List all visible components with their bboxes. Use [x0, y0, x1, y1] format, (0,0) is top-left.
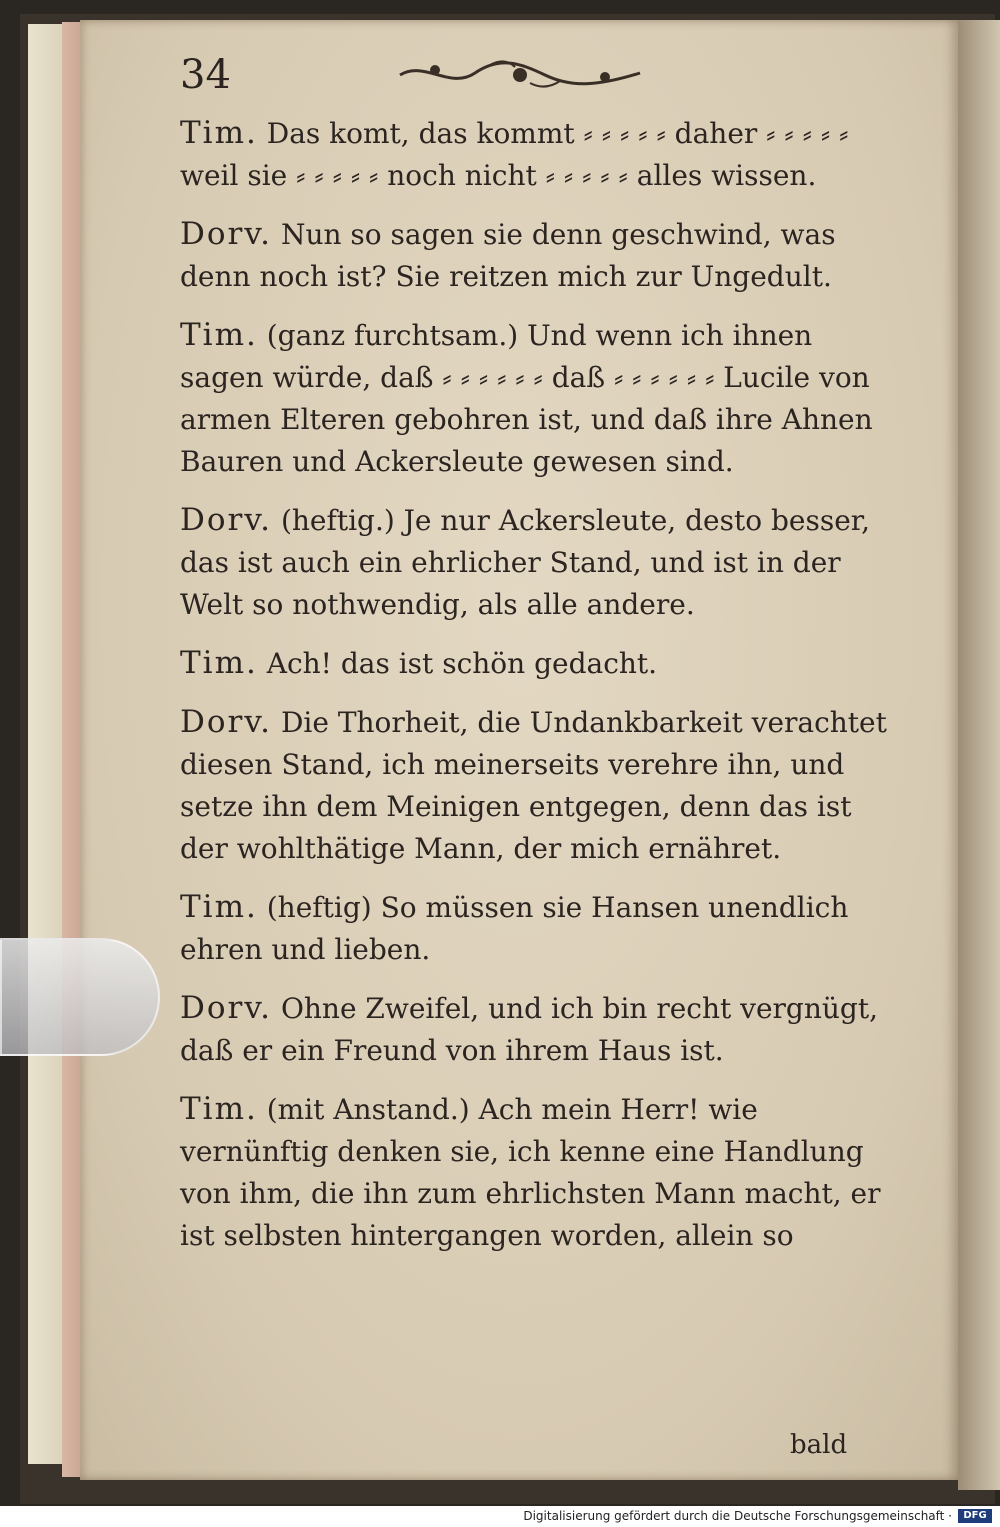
speaker-name: Tim.	[180, 115, 258, 151]
speech-text: Ach! das ist schön gedacht.	[266, 647, 658, 680]
speech-text: (ganz furchtsam.) Und wenn ich ihnen sagen würde, daß ⸗ ⸗ ⸗ ⸗ ⸗ ⸗ daß ⸗ ⸗ ⸗ ⸗ ⸗ ⸗ Lucile von armen Elteren gebohren ist, und daß ihre Ahnen Bauren und Ackersleute gewesen sind.	[180, 319, 873, 478]
speech-8	[180, 987, 896, 1072]
speech-text: (mit Anstand.) Ach mein Herr! wie vernünftig denken sie, ich kenne eine Handlung von ihm, die ihn zum ehrlichsten Mann macht, er ist selbsten hintergangen worden, allein so	[180, 1093, 881, 1252]
speaker-name: Dorv.	[180, 502, 273, 538]
speech-text: (heftig.) Je nur Ackersleute, desto besser, das ist auch ein ehrlicher Stand, und ist in der Welt so nothwendig, als alle andere.	[180, 504, 870, 621]
page-number: 34	[180, 52, 231, 98]
speaker-name: Tim.	[180, 645, 258, 681]
speech-text: Die Thorheit, die Undankbarkeit verachtet diesen Stand, ich meinerseits verehre ihn, und setze ihn dem Meinigen entgegen, denn das ist der wohlthätige Mann, der mich ernähret.	[180, 706, 887, 865]
footer-bar	[0, 1506, 1000, 1527]
facing-page-edge	[958, 20, 1000, 1490]
footer-credit: Digitalisierung gefördert durch die Deutsche Forschungsgemeinschaft ·	[523, 1509, 952, 1523]
dfg-logo: DFG	[958, 1509, 992, 1523]
speech-1	[180, 112, 896, 197]
speaker-name: Tim.	[180, 317, 258, 353]
speech-text: Das komt, das kommt ⸗ ⸗ ⸗ ⸗ ⸗ daher ⸗ ⸗ ⸗ ⸗ ⸗ weil sie ⸗ ⸗ ⸗ ⸗ ⸗ noch nicht ⸗ ⸗ ⸗ ⸗ ⸗ alles wissen.	[180, 117, 849, 192]
speech-text: Ohne Zweifel, und ich bin recht vergnügt, daß er ein Freund von ihrem Haus ist.	[180, 992, 879, 1067]
page-clip	[0, 938, 160, 1056]
speech-7	[180, 886, 896, 971]
speech-2	[180, 213, 896, 298]
speech-text: (heftig) So müssen sie Hansen unendlich ehren und lieben.	[180, 891, 849, 966]
speech-3	[180, 314, 896, 483]
speech-6	[180, 701, 896, 870]
ornament-vignette-icon	[395, 55, 645, 95]
speech-9	[180, 1088, 896, 1257]
speaker-name: Dorv.	[180, 216, 273, 252]
speaker-name: Dorv.	[180, 704, 273, 740]
catchword: bald	[790, 1430, 848, 1460]
speech-5	[180, 642, 896, 685]
speaker-name: Tim.	[180, 889, 258, 925]
speaker-name: Dorv.	[180, 990, 273, 1026]
dialogue-text	[180, 112, 896, 1273]
speech-4	[180, 499, 896, 626]
speech-text: Nun so sagen sie denn geschwind, was denn noch ist? Sie reitzen mich zur Ungedult.	[180, 218, 836, 293]
speaker-name: Tim.	[180, 1091, 258, 1127]
